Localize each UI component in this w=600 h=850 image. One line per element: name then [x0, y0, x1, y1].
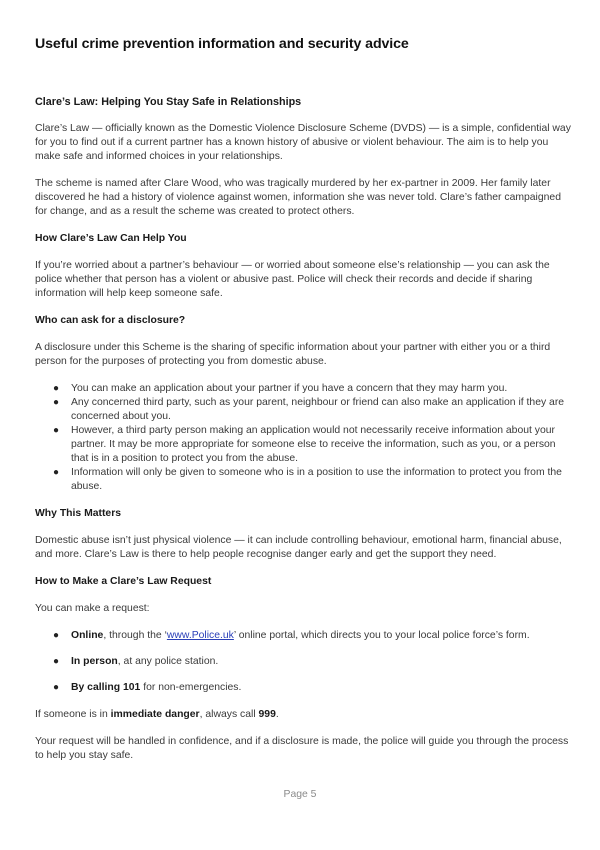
- list-item: [35, 424, 575, 466]
- option-text: , through the ‘: [103, 630, 167, 641]
- who-can-ask-heading: Who can ask for a disclosure?: [35, 315, 186, 326]
- list-item: [35, 396, 575, 424]
- list-item-online: [35, 629, 575, 643]
- why-matters-text: Domestic abuse isn’t just physical violence — it can include controlling behaviour, emotional harm, financial abuse, and more. Clare’s Law is there to help people recognise danger early and get the support they need.: [35, 535, 562, 560]
- list-item-text: Information will only be given to someone who is in a position to use the information to protect you from the abuse.: [71, 467, 562, 492]
- bullet-icon: ●: [53, 682, 60, 693]
- section-title: Clare’s Law: Helping You Stay Safe in Relationships: [35, 96, 302, 108]
- danger-text: , always call: [199, 709, 259, 720]
- how-to-request-heading: How to Make a Clare’s Law Request: [35, 576, 212, 587]
- list-item-text: However, a third party person making an application would not necessarily receive information about your partner. It may be more appropriate for someone else to receive the information, such as you, or a person that is in a position to protect you from the abuse.: [71, 425, 556, 464]
- bullet-icon: ●: [53, 397, 60, 408]
- option-text: for non-emergencies.: [140, 682, 242, 693]
- how-it-helps-heading: How Clare’s Law Can Help You: [35, 233, 187, 244]
- document-content: [35, 95, 575, 763]
- option-label: In person: [71, 656, 118, 667]
- closing-paragraph: Your request will be handled in confidence, and if a disclosure is made, the police will guide you through the process to help you stay safe.: [35, 736, 569, 761]
- bullet-icon: ●: [53, 630, 60, 641]
- page-number: Page 5: [283, 789, 317, 800]
- why-matters-heading: Why This Matters: [35, 508, 122, 519]
- list-item-text: You can make an application about your partner if you have a concern that they may harm you.: [71, 383, 508, 394]
- intro-paragraph-1: Clare’s Law — officially known as the Domestic Violence Disclosure Scheme (DVDS) — is a simple, confidential way for you to find out if a current partner has a known history of abusive or violent behaviour. The aim is to help you make safe and informed choices in your relationships.: [35, 123, 571, 162]
- who-can-ask-text: A disclosure under this Scheme is the sharing of specific information about your partner with either you or a third person for the purposes of protecting you from domestic abuse.: [35, 342, 551, 367]
- danger-text: If someone is in: [35, 709, 111, 720]
- list-item-in-person: [35, 655, 575, 669]
- list-item-calling: [35, 681, 575, 695]
- bullet-icon: ●: [53, 425, 60, 436]
- police-uk-link[interactable]: www.Police.uk: [166, 630, 234, 641]
- document-title: Useful crime prevention information and security advice: [35, 36, 409, 52]
- who-can-ask-list: [35, 382, 575, 494]
- request-options-list: [35, 629, 575, 695]
- option-label: By calling 101: [71, 682, 141, 693]
- option-text: , at any police station.: [117, 656, 219, 667]
- how-to-request-intro: You can make a request:: [35, 603, 150, 614]
- intro-paragraph-2: The scheme is named after Clare Wood, who was tragically murdered by her ex-partner in 2009. Her family later discovered he had a history of violence against women, information she was never told. Clare’s father campaigned for change, and as a result the scheme was created to protect others.: [35, 178, 561, 217]
- bullet-icon: ●: [53, 467, 60, 478]
- bullet-icon: ●: [53, 656, 60, 667]
- list-item: [35, 466, 575, 494]
- list-item: [35, 382, 575, 396]
- bullet-icon: ●: [53, 383, 60, 394]
- option-text: ’ online portal, which directs you to your local police force’s form.: [233, 630, 530, 641]
- emergency-number: 999: [258, 709, 276, 720]
- list-item-text: Any concerned third party, such as your parent, neighbour or friend can also make an application if they are concerned about you.: [71, 397, 565, 422]
- option-label: Online: [71, 630, 104, 641]
- how-it-helps-text: If you’re worried about a partner’s behaviour — or worried about someone else’s relationship — you can ask the police whether that person has a violent or abusive past. Police will check their records and decide if sharing information will help keep someone safe.: [35, 260, 550, 299]
- danger-emphasis: immediate danger: [110, 709, 200, 720]
- danger-notice: [35, 708, 575, 722]
- danger-text: .: [275, 709, 279, 720]
